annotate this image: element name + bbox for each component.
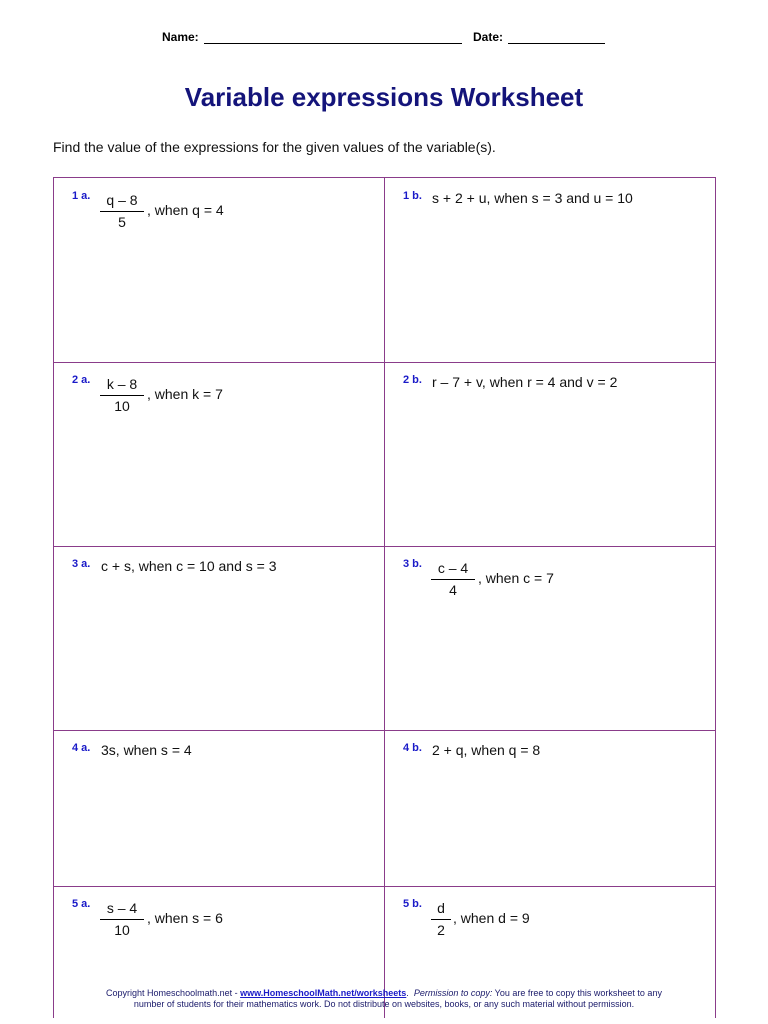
numerator: q – 8	[106, 192, 138, 208]
date-field[interactable]	[508, 43, 605, 44]
problem-2a	[54, 362, 384, 546]
name-field[interactable]	[204, 43, 462, 44]
numerator: c – 4	[437, 560, 469, 576]
condition: , when s = 6	[147, 910, 223, 926]
homeschoolmath-link[interactable]: www.HomeschoolMath.net/worksheets	[240, 988, 407, 998]
denominator: 2	[437, 922, 445, 938]
expression: r – 7 + v, when r = 4 and v = 2	[432, 374, 618, 390]
permission-text: You are free to copy this worksheet to any	[492, 988, 662, 998]
problem-number: 3 a.	[72, 558, 91, 570]
condition: , when d = 9	[453, 910, 530, 926]
expression: 3s, when s = 4	[101, 742, 192, 758]
condition: , when q = 4	[147, 202, 224, 218]
problem-2b	[385, 362, 715, 546]
fraction	[100, 192, 144, 231]
problem-4b	[385, 730, 715, 886]
permission-label: Permission to copy:	[413, 988, 493, 998]
problem-3b	[385, 546, 715, 730]
problem-1b	[385, 178, 715, 362]
expression: c + s, when c = 10 and s = 3	[101, 558, 277, 574]
instructions: Find the value of the expressions for the given values of the variable(s).	[53, 139, 496, 155]
permission-text-line2: number of students for their mathematics work. Do not distribute on websites, books, or any such material without permission.	[133, 999, 635, 1009]
problem-number: 1 a.	[72, 190, 91, 202]
problem-number: 4 b.	[403, 742, 422, 754]
expression: s + 2 + u, when s = 3 and u = 10	[432, 190, 633, 206]
problem-number: 3 b.	[403, 558, 422, 570]
condition: , when k = 7	[147, 386, 223, 402]
denominator: 4	[449, 582, 457, 598]
fraction	[100, 376, 144, 415]
problem-number: 5 a.	[72, 898, 91, 910]
numerator: k – 8	[106, 376, 138, 392]
denominator: 10	[114, 398, 130, 414]
footer: Copyright Homeschoolmath.net - www.HomeschoolMath.net/worksheets. Permission to copy: You are free to copy this worksheet to any number of students for their mathematics work. Do not distribute on websites, books, or any such material without permission.	[0, 988, 768, 1010]
fraction	[431, 560, 475, 599]
problem-number: 2 a.	[72, 374, 91, 386]
problem-number: 2 b.	[403, 374, 422, 386]
denominator: 10	[114, 922, 130, 938]
denominator: 5	[118, 214, 126, 230]
problem-3a	[54, 546, 384, 730]
copyright-text: Copyright Homeschoolmath.net -	[106, 988, 241, 998]
problem-number: 1 b.	[403, 190, 422, 202]
problem-1a	[54, 178, 384, 362]
header	[0, 30, 768, 48]
date-label: Date:	[473, 30, 504, 44]
problem-4a	[54, 730, 384, 886]
problem-number: 5 b.	[403, 898, 422, 910]
problem-number: 4 a.	[72, 742, 91, 754]
name-label: Name:	[162, 30, 199, 44]
expression: 2 + q, when q = 8	[432, 742, 541, 758]
numerator: s – 4	[106, 900, 138, 916]
fraction	[431, 900, 451, 939]
numerator: d	[437, 900, 445, 916]
condition: , when c = 7	[478, 570, 554, 586]
fraction	[100, 900, 144, 939]
problem-grid	[53, 177, 716, 1018]
page-title: Variable expressions Worksheet	[184, 82, 584, 112]
